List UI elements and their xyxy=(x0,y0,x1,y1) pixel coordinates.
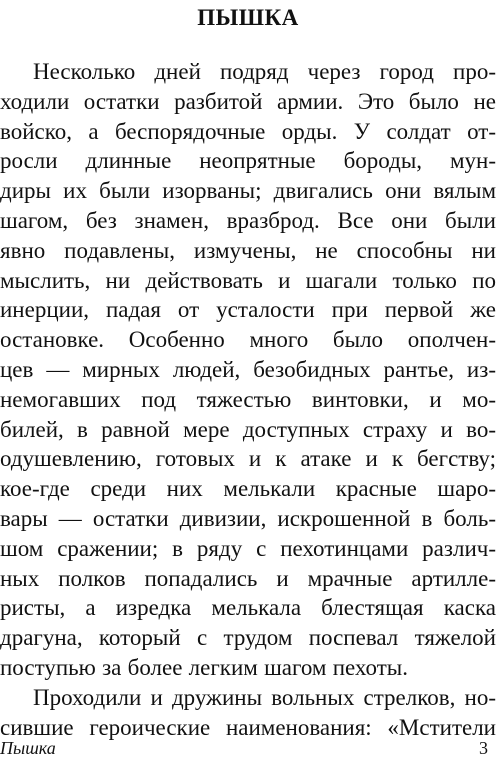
text-line: ходили остатки разбитой армии. Это было не xyxy=(0,88,496,114)
text-line: сившие героические наименования: «Мстители xyxy=(0,714,496,740)
text-line: диры их были изорваны; двигались они вялым xyxy=(0,178,496,204)
text-line: шагом, без знамен, вразброд. Все они были xyxy=(0,207,496,233)
text-line: кое-где среди них мелькали красные шаро- xyxy=(0,476,496,502)
body-text xyxy=(0,57,496,742)
text-line: ных полков попадались и мрачные артилле- xyxy=(0,565,496,591)
text-line: цев — мирных людей, безобидных рантье, из- xyxy=(0,356,496,382)
text-line: шом сражении; в ряду с пехотинцами различ- xyxy=(0,535,496,561)
chapter-title: ПЫШКА xyxy=(197,5,299,30)
text-line: войско, а беспорядочные орды. У солдат от- xyxy=(0,118,496,144)
text-line: Проходили и дружины вольных стрелков, но- xyxy=(33,684,496,710)
text-line: инерции, падая от усталости при первой же xyxy=(0,297,496,323)
text-line: ристы, а изредка мелькала блестящая каска xyxy=(0,595,496,621)
text-line: мыслить, ни действовать и шагали только по xyxy=(0,267,496,293)
text-line: драгуна, который с трудом поспевал тяжелой xyxy=(0,625,496,651)
text-line: вары — остатки дивизии, искрошенной в боль- xyxy=(0,505,496,531)
text-line: остановке. Особенно много было ополчен- xyxy=(0,327,496,353)
text-line: росли длинные неопрятные бороды, мун- xyxy=(0,148,496,174)
text-line: поступью за более легким шагом пехоты. xyxy=(0,654,408,680)
text-line: одушевлению, готовых и к атаке и к бегству; xyxy=(0,446,496,472)
text-line: билей, в равной мере доступных страху и во- xyxy=(0,416,496,442)
page-number: 3 xyxy=(479,738,488,758)
text-line: явно подавлены, измучены, не способны ни xyxy=(0,237,496,263)
text-line: Несколько дней подряд через город про- xyxy=(33,59,496,84)
running-title: Пышка xyxy=(0,738,56,758)
text-line: немогавших под тяжестью винтовки, и мо- xyxy=(0,386,496,412)
